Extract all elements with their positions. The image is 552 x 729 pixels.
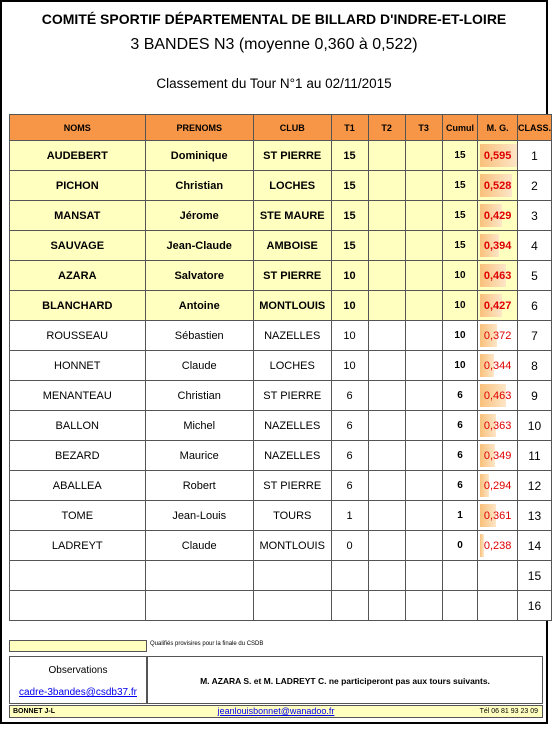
observations-email-link[interactable]: cadre-3bandes@csdb37.fr	[19, 687, 137, 698]
player-name: AZARA	[10, 261, 146, 291]
mg-value: 0,238	[483, 539, 512, 552]
player-firstname: Jean-Louis	[145, 501, 253, 531]
table-row	[10, 591, 552, 621]
score-t2	[368, 231, 405, 261]
col-class: CLASS.	[517, 115, 551, 141]
player-firstname: Antoine	[145, 291, 253, 321]
score-t3	[405, 351, 442, 381]
player-firstname: Christian	[145, 381, 253, 411]
score-t1: 0	[331, 531, 368, 561]
score-mg	[478, 471, 518, 501]
table-row	[10, 171, 552, 201]
col-cumul: Cumul	[442, 115, 478, 141]
table-row	[10, 561, 552, 591]
player-club: AMBOISE	[253, 231, 331, 261]
player-club: MONTLOUIS	[253, 291, 331, 321]
player-rank: 5	[517, 261, 551, 291]
score-t3	[405, 591, 442, 621]
table-row	[10, 291, 552, 321]
score-cumul: 15	[442, 141, 478, 171]
score-mg	[478, 321, 518, 351]
score-cumul: 1	[442, 501, 478, 531]
score-cumul: 10	[442, 291, 478, 321]
mg-value: 0,349	[483, 449, 512, 462]
player-club	[253, 561, 331, 591]
score-cumul: 0	[442, 531, 478, 561]
mg-value: 0,463	[483, 269, 512, 282]
player-name: MENANTEAU	[10, 381, 146, 411]
player-rank: 9	[517, 381, 551, 411]
page-subtitle: 3 BANDES N3 (moyenne 0,360 à 0,522)	[130, 36, 418, 53]
score-t3	[405, 231, 442, 261]
score-t2	[368, 201, 405, 231]
score-t2	[368, 561, 405, 591]
score-cumul: 15	[442, 171, 478, 201]
score-t3	[405, 561, 442, 591]
mg-value: 0,372	[483, 329, 512, 342]
mg-value: 0,361	[483, 509, 512, 522]
player-rank: 12	[517, 471, 551, 501]
score-t2	[368, 441, 405, 471]
table-row	[10, 231, 552, 261]
score-t3	[405, 381, 442, 411]
score-t2	[368, 591, 405, 621]
col-club: CLUB	[253, 115, 331, 141]
player-firstname: Maurice	[145, 441, 253, 471]
score-t1: 15	[331, 231, 368, 261]
player-rank: 13	[517, 501, 551, 531]
score-cumul: 15	[442, 201, 478, 231]
observations-label: Observations	[48, 665, 108, 676]
player-name: HONNET	[10, 351, 146, 381]
player-name: TOME	[10, 501, 146, 531]
player-name	[10, 561, 146, 591]
player-club: LOCHES	[253, 171, 331, 201]
score-mg	[478, 351, 518, 381]
col-noms: NOMS	[10, 115, 146, 141]
score-t1	[331, 591, 368, 621]
mg-value: 0,363	[483, 419, 512, 432]
player-rank: 8	[517, 351, 551, 381]
mg-value: 0,427	[483, 299, 512, 312]
table-row	[10, 441, 552, 471]
footer	[9, 705, 543, 718]
score-t1: 10	[331, 321, 368, 351]
score-t1: 15	[331, 201, 368, 231]
player-rank: 10	[517, 411, 551, 441]
score-mg	[478, 261, 518, 291]
score-mg	[478, 591, 518, 621]
player-firstname: Robert	[145, 471, 253, 501]
player-club: ST PIERRE	[253, 381, 331, 411]
score-cumul: 6	[442, 381, 478, 411]
score-cumul: 6	[442, 471, 478, 501]
score-mg	[478, 171, 518, 201]
table-row	[10, 201, 552, 231]
score-t2	[368, 501, 405, 531]
classement-date: Classement du Tour N°1 au 02/11/2015	[156, 76, 392, 91]
player-club: LOCHES	[253, 351, 331, 381]
table-row	[10, 411, 552, 441]
score-mg	[478, 561, 518, 591]
mg-value: 0,528	[483, 179, 512, 192]
player-firstname: Michel	[145, 411, 253, 441]
player-club: ST PIERRE	[253, 141, 331, 171]
player-name: AUDEBERT	[10, 141, 146, 171]
mg-value: 0,294	[483, 479, 512, 492]
player-name: SAUVAGE	[10, 231, 146, 261]
score-mg	[478, 201, 518, 231]
score-cumul: 6	[442, 411, 478, 441]
player-name	[10, 591, 146, 621]
score-t1: 6	[331, 381, 368, 411]
score-t1: 6	[331, 441, 368, 471]
player-name: LADREYT	[10, 531, 146, 561]
player-firstname	[145, 591, 253, 621]
table-row	[10, 321, 552, 351]
score-t1: 1	[331, 501, 368, 531]
col-t3: T3	[405, 115, 442, 141]
player-club	[253, 591, 331, 621]
score-t1: 10	[331, 291, 368, 321]
score-mg	[478, 381, 518, 411]
player-name: BALLON	[10, 411, 146, 441]
score-t2	[368, 291, 405, 321]
score-t3	[405, 411, 442, 441]
player-firstname: Salvatore	[145, 261, 253, 291]
footer-email-link[interactable]: jeanlouisbonnet@wanadoo.fr	[217, 706, 335, 716]
player-club: NAZELLES	[253, 441, 331, 471]
score-t3	[405, 321, 442, 351]
player-rank: 15	[517, 561, 551, 591]
score-t2	[368, 411, 405, 441]
player-name: BEZARD	[10, 441, 146, 471]
score-t3	[405, 471, 442, 501]
score-t1: 10	[331, 261, 368, 291]
player-rank: 14	[517, 531, 551, 561]
score-t2	[368, 171, 405, 201]
score-t2	[368, 261, 405, 291]
table-row	[10, 531, 552, 561]
player-club: STE MAURE	[253, 201, 331, 231]
score-mg	[478, 441, 518, 471]
player-firstname: Claude	[145, 351, 253, 381]
player-rank: 7	[517, 321, 551, 351]
score-t2	[368, 351, 405, 381]
page-title: COMITÉ SPORTIF DÉPARTEMENTAL DE BILLARD D'INDRE-ET-LOIRE	[41, 11, 507, 27]
table-row	[10, 471, 552, 501]
player-club: NAZELLES	[253, 411, 331, 441]
qualified-legend-text: Qualifiés provisires pour la finale du CSDB	[150, 641, 264, 647]
col-t1: T1	[331, 115, 368, 141]
player-name: PICHON	[10, 171, 146, 201]
player-rank: 6	[517, 291, 551, 321]
score-t3	[405, 501, 442, 531]
observations-box	[9, 656, 147, 704]
score-cumul: 6	[442, 441, 478, 471]
player-name: ROUSSEAU	[10, 321, 146, 351]
player-club: NAZELLES	[253, 321, 331, 351]
score-mg	[478, 231, 518, 261]
observations-note: M. AZARA S. et M. LADREYT C. ne participeront pas aux tours suivants.	[147, 656, 543, 704]
score-t2	[368, 141, 405, 171]
score-mg	[478, 411, 518, 441]
score-cumul: 10	[442, 261, 478, 291]
player-rank: 1	[517, 141, 551, 171]
player-firstname	[145, 561, 253, 591]
score-t3	[405, 531, 442, 561]
mg-value: 0,344	[483, 359, 512, 372]
mg-value: 0,595	[483, 149, 512, 162]
score-cumul	[442, 591, 478, 621]
qualified-legend-swatch	[9, 640, 147, 652]
player-rank: 4	[517, 231, 551, 261]
score-t1: 10	[331, 351, 368, 381]
player-firstname: Sébastien	[145, 321, 253, 351]
score-t3	[405, 261, 442, 291]
footer-phone: Tél 06 81 93 23 09	[479, 708, 538, 715]
score-cumul: 10	[442, 351, 478, 381]
table-row	[10, 141, 552, 171]
score-t1: 6	[331, 411, 368, 441]
score-mg	[478, 141, 518, 171]
table-header-row	[10, 115, 552, 141]
player-name: MANSAT	[10, 201, 146, 231]
table-row	[10, 381, 552, 411]
col-prenoms: PRENOMS	[145, 115, 253, 141]
score-cumul	[442, 561, 478, 591]
player-rank: 3	[517, 201, 551, 231]
score-t3	[405, 201, 442, 231]
score-t1: 15	[331, 171, 368, 201]
score-mg	[478, 501, 518, 531]
player-firstname: Dominique	[145, 141, 253, 171]
score-cumul: 15	[442, 231, 478, 261]
score-t1: 6	[331, 471, 368, 501]
score-mg	[478, 291, 518, 321]
score-t1: 15	[331, 141, 368, 171]
player-club: ST PIERRE	[253, 471, 331, 501]
score-t2	[368, 471, 405, 501]
player-name: ABALLEA	[10, 471, 146, 501]
score-mg	[478, 531, 518, 561]
score-cumul: 10	[442, 321, 478, 351]
player-firstname: Jérome	[145, 201, 253, 231]
mg-value: 0,394	[483, 239, 512, 252]
ranking-table	[9, 114, 552, 621]
score-t1	[331, 561, 368, 591]
player-rank: 11	[517, 441, 551, 471]
player-club: ST PIERRE	[253, 261, 331, 291]
mg-value: 0,429	[483, 209, 512, 222]
table-row	[10, 351, 552, 381]
player-rank: 2	[517, 171, 551, 201]
col-t2: T2	[368, 115, 405, 141]
score-t2	[368, 321, 405, 351]
score-t3	[405, 171, 442, 201]
player-club: TOURS	[253, 501, 331, 531]
mg-value: 0,463	[483, 389, 512, 402]
player-firstname: Jean-Claude	[145, 231, 253, 261]
player-firstname: Christian	[145, 171, 253, 201]
score-t3	[405, 291, 442, 321]
player-club: MONTLOUIS	[253, 531, 331, 561]
table-row	[10, 501, 552, 531]
score-t3	[405, 141, 442, 171]
player-rank: 16	[517, 591, 551, 621]
footer-author: BONNET J-L	[13, 708, 55, 715]
score-t3	[405, 441, 442, 471]
player-firstname: Claude	[145, 531, 253, 561]
score-t2	[368, 531, 405, 561]
player-name: BLANCHARD	[10, 291, 146, 321]
col-mg: M. G.	[478, 115, 518, 141]
score-t2	[368, 381, 405, 411]
table-row	[10, 261, 552, 291]
